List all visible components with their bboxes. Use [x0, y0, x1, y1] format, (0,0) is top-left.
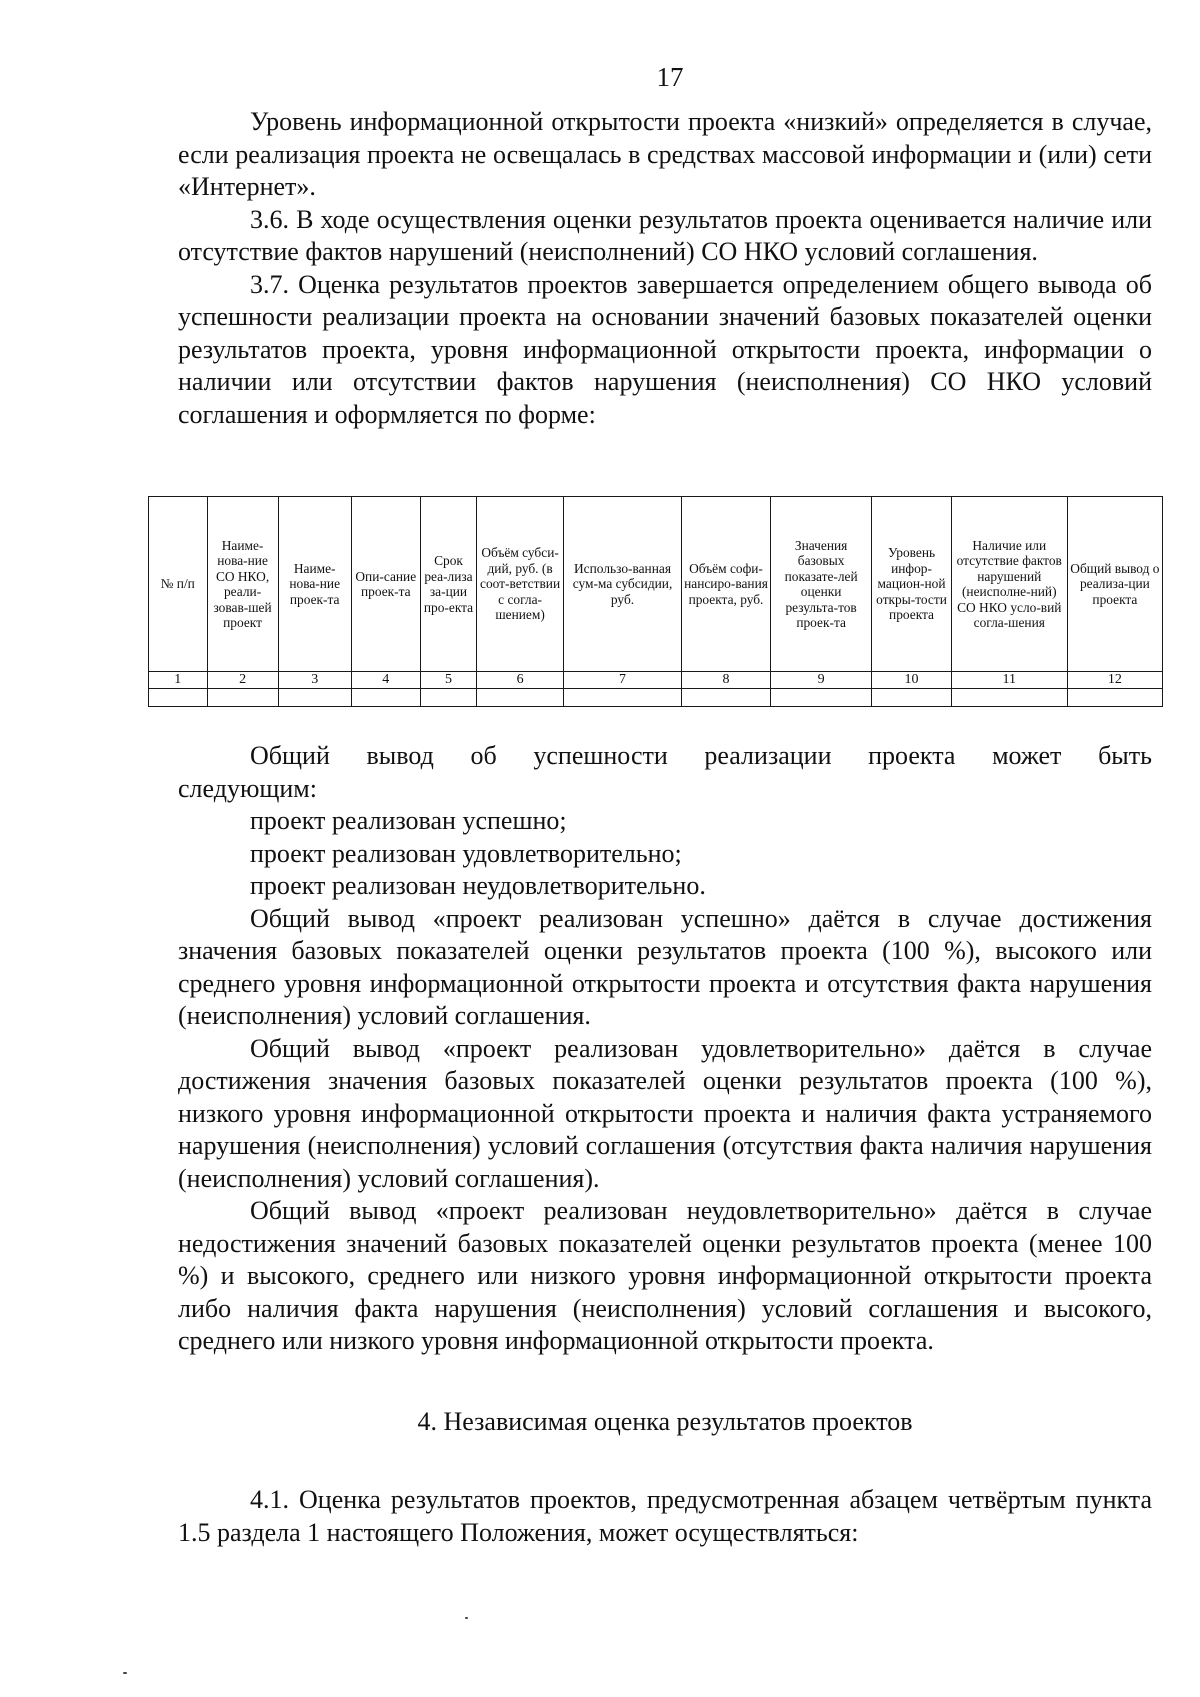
empty-cell — [278, 689, 351, 707]
number-cell: 7 — [563, 672, 681, 689]
number-cell: 12 — [1067, 672, 1162, 689]
number-cell: 10 — [872, 672, 951, 689]
page-number: 17 — [656, 62, 684, 92]
number-cell: 5 — [420, 672, 476, 689]
paragraph-info-openness-low: Уровень информационной открытости проекта «низкий» определяется в случае, если реализация проекта не освещалась в средствах массовой информации и (или) сети «Интернет». — [178, 107, 1152, 201]
number-cell: 4 — [351, 672, 420, 689]
header-cell-6: Объём субси-дий, руб. (в соот-ветствии с согла-шением) — [477, 497, 564, 672]
result-form-table — [148, 496, 1163, 707]
scan-speck — [465, 1617, 468, 1619]
header-cell-5: Срок реа-лиза за-ции про-екта — [420, 497, 476, 672]
list-item-success: проект реализован успешно; — [250, 806, 567, 835]
list-item-satisfactory: проект реализован удовлетворительно; — [250, 838, 682, 868]
header-cell-12: Общий вывод о реализа-ции проекта — [1067, 497, 1162, 672]
header-cell-4: Опи-сание проек-та — [351, 497, 420, 672]
header-cell-2: Наиме-нова-ние СО НКО, реали-зовав-шей проект — [207, 497, 278, 672]
section-heading: 4. Независимая оценка результатов проектов — [417, 1406, 913, 1436]
empty-cell — [207, 689, 278, 707]
number-cell: 8 — [682, 672, 771, 689]
list-item-unsatisfactory: проект реализован неудовлетворительно. — [250, 871, 706, 900]
paragraph-3-6: 3.6. В ходе осуществления оценки результатов проекта оценивается наличие или отсутствие фактов нарушений (неисполнений) СО НКО условий соглашения. — [178, 204, 1152, 266]
header-cell-9: Значения базовых показате-лей оценки результа-тов проек-та — [770, 497, 871, 672]
paragraph-3-7: 3.7. Оценка результатов проектов завершается определением общего вывода об успешности реализации проекта на основании значений базовых показателей оценки результатов проекта, уровня информационной открытости проекта, информации о наличии или отсутствии фактов нарушения (неисполнения) СО НКО условий соглашения и оформляется по форме: — [178, 269, 1152, 429]
empty-cell — [770, 689, 871, 707]
empty-cell — [351, 689, 420, 707]
header-cell-8: Объём софи-нансиро-вания проекта, руб. — [682, 497, 771, 672]
empty-cell — [951, 689, 1067, 707]
paragraph-general-conclusion: Общий вывод об успешности реализации проекта может быть — [250, 741, 1152, 770]
empty-cell — [682, 689, 771, 707]
number-cell: 1 — [149, 672, 208, 689]
table-number-row — [149, 672, 1163, 689]
header-cell-7: Использо-ванная сум-ма субсидии, руб. — [563, 497, 681, 672]
intro-section — [178, 106, 1152, 431]
header-cell-11: Наличие или отсутствие фактов нарушений (неисполне-ний) СО НКО усло-вий согла-шения — [951, 497, 1067, 672]
result-form-table-wrap — [148, 496, 1163, 707]
header-cell-1: № п/п — [149, 497, 208, 672]
number-cell: 9 — [770, 672, 871, 689]
scan-speck — [123, 1672, 127, 1674]
paragraph-satisfactory-definition: Общий вывод «проект реализован удовлетворительно» даётся в случае достижения значения базовых показателей оценки результатов проекта (100 %), низкого уровня информационной открытости проекта и наличия факта устраняемого нарушения (неисполнения) условий соглашения (отсутствия факта наличия нарушения (неисполнения) условий соглашения). — [178, 1033, 1152, 1193]
empty-cell — [477, 689, 564, 707]
empty-cell — [149, 689, 208, 707]
conclusion-section — [178, 740, 1152, 1549]
table-empty-row — [149, 689, 1163, 707]
paragraph-4-1: 4.1. Оценка результатов проектов, предусмотренная абзацем четвёртым пункта 1.5 раздела 1 настоящего Положения, может осуществляться: — [178, 1485, 1152, 1547]
number-cell: 3 — [278, 672, 351, 689]
number-cell: 6 — [477, 672, 564, 689]
table-header-row — [149, 497, 1163, 672]
paragraph-unsatisfactory-definition: Общий вывод «проект реализован неудовлетворительно» даётся в случае недостижения значений базовых показателей оценки результатов проекта (менее 100 %) и высокого, среднего или низкого уровня информационной открытости проекта либо наличия факта нарушения (неисполнения) условий соглашения и высокого, среднего или низкого уровня информационной открытости проекта. — [178, 1196, 1152, 1355]
empty-cell — [420, 689, 476, 707]
header-cell-10: Уровень инфор-мацион-ной откры-тости проекта — [872, 497, 951, 672]
empty-cell — [872, 689, 951, 707]
empty-cell — [1067, 689, 1162, 707]
empty-cell — [563, 689, 681, 707]
number-cell: 2 — [207, 672, 278, 689]
paragraph-following: следующим: — [178, 773, 317, 803]
paragraph-success-definition: Общий вывод «проект реализован успешно» даётся в случае достижения значения базовых показателей оценки результатов проекта (100 %), высокого или среднего уровня информационной открытости проекта и отсутствия факта нарушения (неисполнения) условий соглашения. — [178, 903, 1152, 1030]
number-cell: 11 — [951, 672, 1067, 689]
header-cell-3: Наиме-нова-ние проек-та — [278, 497, 351, 672]
